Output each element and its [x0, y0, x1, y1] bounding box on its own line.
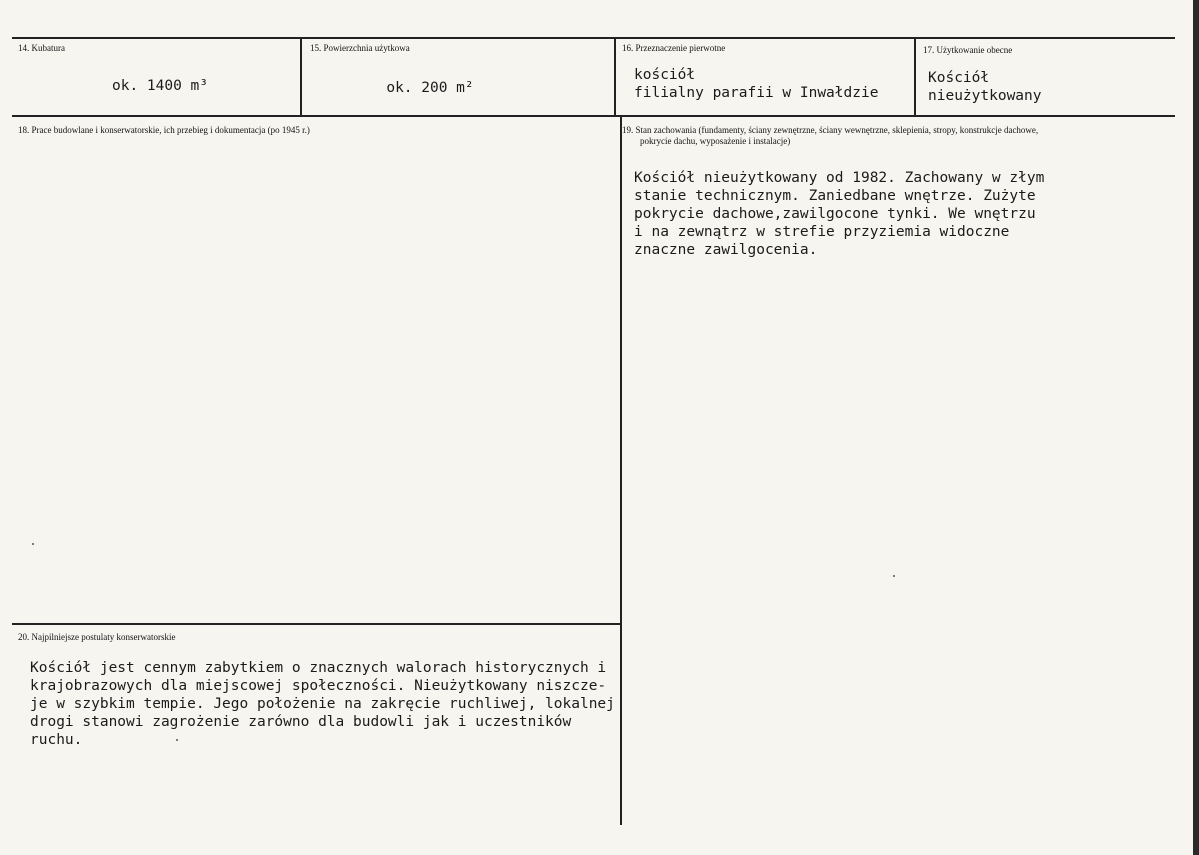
- scan-speck: [32, 543, 34, 545]
- field-19-label-line1: 19. Stan zachowania (fundamenty, ściany zewnętrzne, ściany wewnętrzne, sklepienia, stropy, konstrukcje dachowe,: [622, 125, 1039, 135]
- field-14-value: ok. 1400 m³: [111, 78, 209, 94]
- field-20-line: je w szybkim tempie. Jego położenie na zakręcie ruchliwej, lokalnej: [30, 696, 615, 712]
- field-20-label: 20. Najpilniejsze postulaty konserwatorskie: [18, 632, 176, 642]
- field-19-line: znaczne zawilgocenia.: [634, 242, 818, 258]
- divider-16-17: [914, 37, 916, 117]
- field-19-label-line2: pokrycie dachu, wyposażenie i instalacje): [640, 136, 791, 146]
- field-17-value-line1: Kościół: [928, 70, 990, 86]
- section-20-top-border: [12, 623, 620, 625]
- field-14-label: 14. Kubatura: [18, 43, 65, 53]
- field-19-line: stanie technicznym. Zaniedbane wnętrze. Zużyte: [634, 188, 1036, 204]
- field-17-label: 17. Użytkowanie obecne: [923, 45, 1013, 55]
- field-16-label: 16. Przeznaczenie pierwotne: [622, 43, 726, 53]
- field-18-label: 18. Prace budowlane i konserwatorskie, ich przebieg i dokumentacja (po 1945 r.): [18, 125, 310, 135]
- field-16-value-line1: kościół: [634, 67, 696, 83]
- field-19-line: pokrycie dachowe,zawilgocone tynki. We wnętrzu: [634, 206, 1036, 222]
- field-19-line: i na zewnątrz w strefie przyziemia widoczne: [634, 224, 1010, 240]
- main-column-divider: [620, 117, 622, 825]
- top-border: [12, 37, 1175, 39]
- scan-edge: [1193, 0, 1199, 855]
- field-20-line: drogi stanowi zagrożenie zarówno dla budowli jak i uczestników: [30, 714, 572, 730]
- field-17-value-line2: nieużytkowany: [928, 88, 1042, 104]
- field-16-value-line2: filialny parafii w Inwałdzie: [634, 85, 879, 101]
- field-15-value: ok. 200 m²: [386, 80, 474, 96]
- field-19-line: Kościół nieużytkowany od 1982. Zachowany w złym: [634, 170, 1045, 186]
- field-20-line: krajobrazowych dla miejscowej społeczności. Nieużytkowany niszcze-: [30, 678, 607, 694]
- field-15-label: 15. Powierzchnia użytkowa: [310, 43, 410, 53]
- field-20-line: ruchu.: [30, 732, 83, 748]
- scan-speck: [176, 739, 178, 741]
- divider-14-15: [300, 37, 302, 117]
- divider-15-16: [614, 37, 616, 117]
- header-row-bottom-border: [12, 115, 1175, 117]
- field-20-line: Kościół jest cennym zabytkiem o znacznych walorach historycznych i: [30, 660, 607, 676]
- scan-speck: [893, 575, 895, 577]
